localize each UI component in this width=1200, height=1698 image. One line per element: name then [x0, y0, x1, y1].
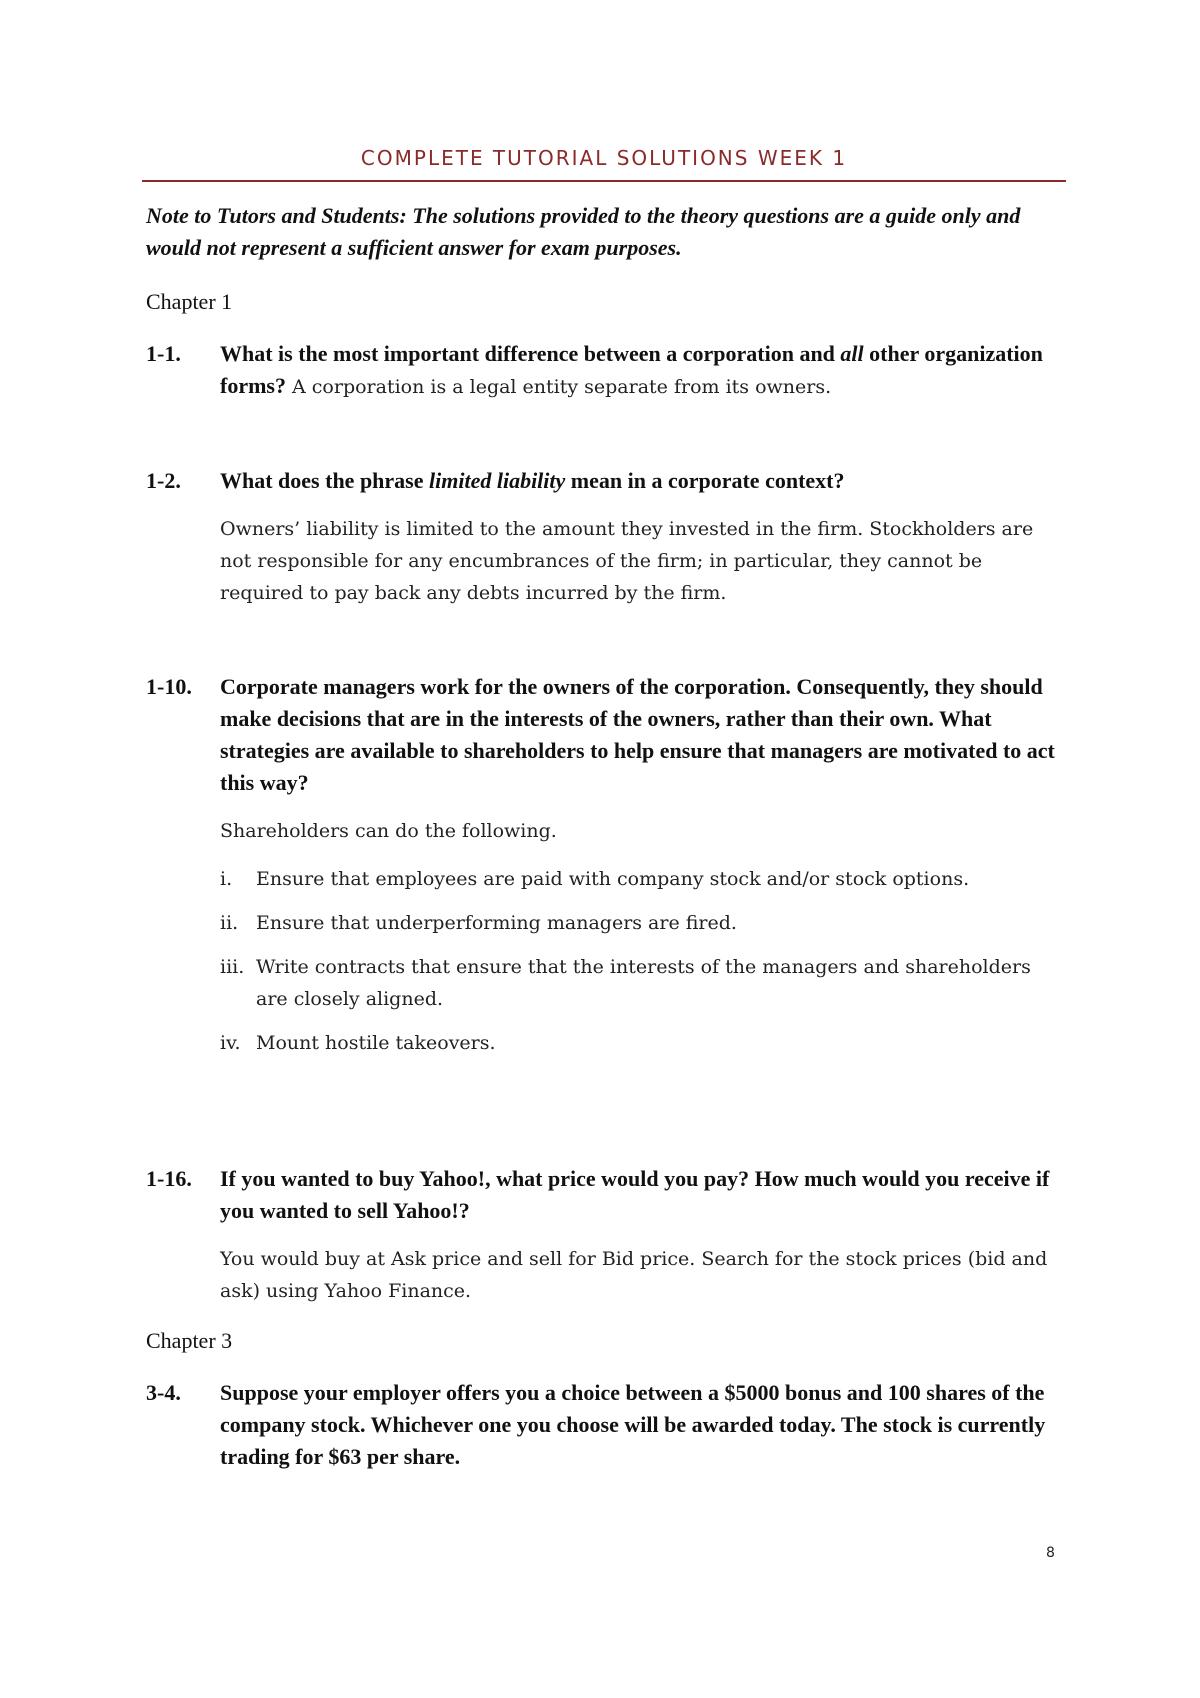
- question-number: 1-1.: [146, 341, 181, 366]
- list-numeral: iii.: [220, 956, 245, 978]
- list-numeral: ii.: [220, 912, 239, 934]
- question-number: 3-4.: [146, 1380, 181, 1405]
- question-text: Corporate managers work for the owners of the corporation. Consequently, they should make decisions that are in the interests of the owners, rather than their own. What strategies are available to shareholders to help ensure that managers are motivated to act this way?: [220, 674, 1055, 795]
- question-1-2: [146, 465, 1068, 497]
- question-number: 1-10.: [146, 674, 192, 699]
- question-text-part: What does the phrase: [220, 468, 430, 493]
- question-emphasis: all: [840, 341, 864, 366]
- list-item-text: Ensure that employees are paid with company stock and/or stock options.: [256, 868, 970, 890]
- strategy-list: [220, 863, 1068, 1059]
- answer-intro: Shareholders can do the following.: [220, 820, 557, 842]
- question-text: If you wanted to buy Yahoo!, what price would you pay? How much would you receive if you wanted to sell Yahoo!?: [220, 1166, 1050, 1223]
- answer-text: A corporation is a legal entity separate from its owners.: [285, 376, 832, 398]
- question-text-part: other organization forms?: [220, 341, 1043, 398]
- question-1-16: [146, 1163, 1068, 1227]
- question-1-1: [146, 338, 1068, 403]
- question-3-4: [146, 1377, 1068, 1473]
- question-text: [220, 338, 1068, 403]
- list-item: [220, 951, 1068, 1015]
- chapter-1-heading: Chapter 1: [146, 289, 233, 314]
- question-text: [220, 465, 1068, 497]
- question-number: 1-2.: [146, 468, 181, 493]
- list-item: [220, 863, 1068, 895]
- list-numeral: iv.: [220, 1032, 241, 1054]
- chapter-3-heading: Chapter 3: [146, 1328, 233, 1353]
- note-to-tutors: Note to Tutors and Students: The solutions provided to the theory questions are a guide only and would not represent a sufficient answer for exam purposes.: [146, 203, 1021, 260]
- question-text-part: mean in a corporate context?: [565, 468, 845, 493]
- list-item-text: Mount hostile takeovers.: [256, 1032, 496, 1054]
- header-rule: [142, 180, 1066, 182]
- answer-text: You would buy at Ask price and sell for Bid price. Search for the stock prices (bid and ask) using Yahoo Finance.: [220, 1248, 1048, 1302]
- list-numeral: i.: [220, 868, 233, 890]
- list-item-text: Write contracts that ensure that the interests of the managers and shareholders are closely aligned.: [256, 956, 1031, 1010]
- question-emphasis: limited liability: [429, 468, 566, 493]
- question-text: Suppose your employer offers you a choice between a $5000 bonus and 100 shares of the company stock. Whichever one you choose will be awarded today. The stock is currently trading for $63 per share.: [220, 1380, 1046, 1469]
- list-item: [220, 907, 1068, 939]
- question-1-10: [146, 671, 1068, 799]
- page-content: [146, 200, 1068, 1473]
- page-header-title: COMPLETE TUTORIAL SOLUTIONS WEEK 1: [360, 146, 848, 170]
- page-number: 8: [1046, 1545, 1055, 1561]
- question-text-part: What is the most important difference between a corporation and: [220, 341, 841, 366]
- list-item: [220, 1027, 1068, 1059]
- question-number: 1-16.: [146, 1166, 192, 1191]
- list-item-text: Ensure that underperforming managers are fired.: [256, 912, 737, 934]
- answer-text: Owners’ liability is limited to the amount they invested in the firm. Stockholders are not responsible for any encumbrances of the firm; in particular, they cannot be required to pay back any debts incurred by the firm.: [220, 518, 1034, 604]
